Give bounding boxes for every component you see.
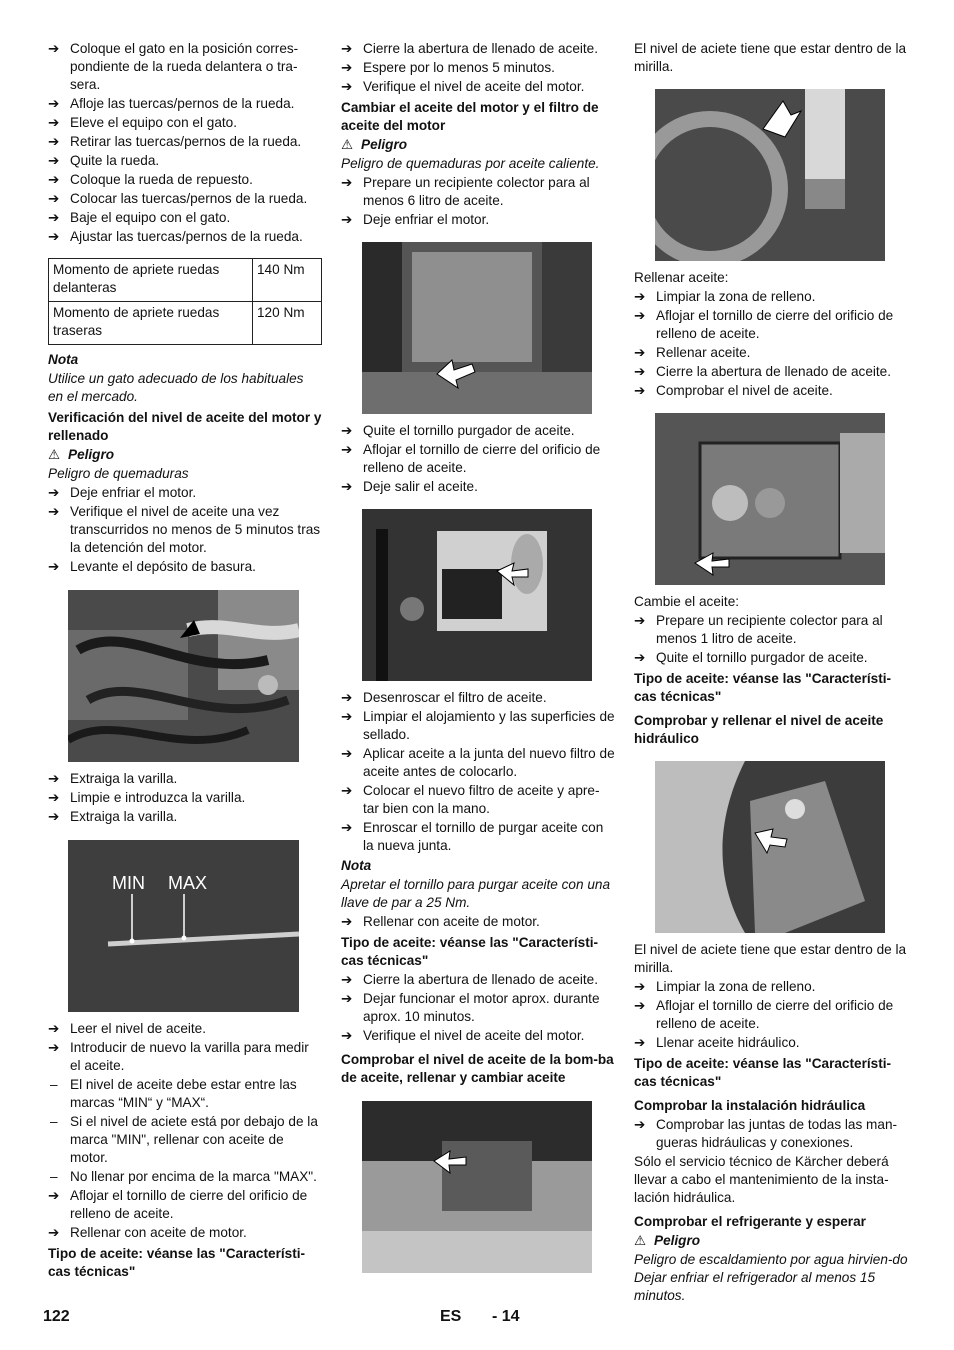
list-item: ➔ Extraiga la varilla. <box>48 771 178 786</box>
arrow-icon: ➔ <box>48 485 60 500</box>
dash-bullet: – <box>50 1077 58 1092</box>
arrow-icon: ➔ <box>48 790 60 805</box>
arrow-icon: ➔ <box>48 1021 60 1036</box>
arrow-icon: ➔ <box>341 41 353 56</box>
language-code: ES <box>440 1308 462 1325</box>
list-item: ➔ Coloque el gato en la posición corres-pondiente de la rueda delantera o tra-sera. <box>48 41 299 92</box>
arrow-icon: ➔ <box>48 559 60 574</box>
danger-text: Peligro de escaldamiento por agua hirvien-do Dejar enfriar el refrigerador al menos 15 minutos. <box>634 1252 908 1303</box>
list-item: ➔ Extraiga la varilla. <box>48 809 178 824</box>
oil-type-heading: Tipo de aceite: véanse las "Característi-cas técnicas" <box>48 1246 306 1279</box>
arrow-icon: ➔ <box>634 979 646 994</box>
note-label: Nota <box>48 352 79 367</box>
arrow-icon: ➔ <box>48 504 60 519</box>
pump-photo <box>362 1101 592 1273</box>
arrow-icon: ➔ <box>341 212 353 227</box>
list-item: ➔ Desenroscar el filtro de aceite. <box>341 690 547 705</box>
arrow-icon: ➔ <box>48 191 60 206</box>
arrow-icon: ➔ <box>48 1225 60 1240</box>
oil-type-heading: Tipo de aceite: véanse las "Característi-cas técnicas" <box>341 935 599 968</box>
arrow-icon: ➔ <box>341 972 353 987</box>
danger-label: ⚠ Peligro <box>634 1233 701 1248</box>
arrow-icon: ➔ <box>341 423 353 438</box>
oil-type-heading: Tipo de aceite: véanse las "Característi-cas técnicas" <box>634 1056 892 1089</box>
list-item: ➔ Comprobar el nivel de aceite. <box>634 383 833 398</box>
arrow-icon: ➔ <box>634 289 646 304</box>
list-item: ➔ Quite el tornillo purgador de aceite. <box>341 423 575 438</box>
steps-wheel-change <box>48 40 322 246</box>
warning-triangle-icon: ⚠ <box>341 137 354 152</box>
arrow-icon: ➔ <box>48 115 60 130</box>
note-text: Utilice un gato adecuado de los habituales en el mercado. <box>48 371 304 404</box>
hydraulic-tank-photo <box>655 761 885 933</box>
section-heading: Comprobar el refrigerante y esperar <box>634 1214 866 1229</box>
list-item: ➔ Verifique el nivel de aceite del motor. <box>341 79 585 94</box>
dipstick-photo <box>68 840 299 1012</box>
dash-bullet: – <box>50 1114 58 1129</box>
oil-filter-photo <box>362 509 592 681</box>
arrow-icon: ➔ <box>634 613 646 628</box>
arrow-icon: ➔ <box>341 820 353 835</box>
list-item: – Si el nivel de aciete está por debajo de la marca "MIN", rellenar con aceite de motor. <box>50 1114 318 1165</box>
list-item: ➔ Llenar aceite hidráulico. <box>634 1035 800 1050</box>
column-right <box>634 40 908 1306</box>
section-page-number: - 14 <box>492 1308 520 1325</box>
arrow-icon: ➔ <box>341 690 353 705</box>
arrow-icon: ➔ <box>341 479 353 494</box>
column-middle <box>341 40 615 1281</box>
engine-photo <box>68 590 299 762</box>
arrow-icon: ➔ <box>48 809 60 824</box>
list-item: ➔ Aflojar el tornillo de cierre del orificio de relleno de aceite. <box>634 998 894 1031</box>
paragraph: Rellenar aceite: <box>634 270 729 285</box>
paragraph: Cambie el aceite: <box>634 594 740 609</box>
list-item: ➔ Levante el depósito de basura. <box>48 559 256 574</box>
arrow-icon: ➔ <box>341 746 353 761</box>
arrow-icon: ➔ <box>48 771 60 786</box>
list-item: – No llenar por encima de la marca "MAX". <box>50 1169 317 1184</box>
note-text: Apretar el tornillo para purgar aceite con una llave de par a 25 Nm. <box>341 877 611 910</box>
torque-table <box>48 258 322 345</box>
list-item: ➔ Aplicar aceite a la junta del nuevo filtro de aceite antes de colocarlo. <box>341 746 615 779</box>
paragraph: Sólo el servicio técnico de Kärcher deberá llevar a cabo el mantenimiento de la insta-lación hidráulica. <box>634 1154 889 1205</box>
list-item: ➔ Rellenar con aceite de motor. <box>48 1225 247 1240</box>
danger-text: Peligro de quemaduras por aceite caliente. <box>341 156 600 171</box>
section-heading: Comprobar y rellenar el nivel de aceite hidráulico <box>634 713 884 746</box>
list-item: ➔ Rellenar con aceite de motor. <box>341 914 540 929</box>
danger-label: ⚠ Peligro <box>341 137 408 152</box>
page-number: 122 <box>43 1308 70 1325</box>
list-item: ➔ Quite la rueda. <box>48 153 160 168</box>
arrow-icon: ➔ <box>341 914 353 929</box>
oil-type-heading: Tipo de aceite: véanse las "Característi-cas técnicas" <box>634 671 892 704</box>
list-item: ➔ Prepare un recipiente colector para al menos 6 litro de aceite. <box>341 175 590 208</box>
list-item: ➔ Cierre la abertura de llenado de aceite. <box>341 41 599 56</box>
note-label: Nota <box>341 858 372 873</box>
list-item: ➔ Colocar el nuevo filtro de aceite y apre-tar bien con la mano. <box>341 783 600 816</box>
list-item: ➔ Quite el tornillo purgador de aceite. <box>634 650 868 665</box>
list-item: ➔ Ajustar las tuercas/pernos de la rueda. <box>48 229 303 244</box>
list-item: ➔ Deje enfriar el motor. <box>48 485 197 500</box>
warning-triangle-icon: ⚠ <box>48 447 61 462</box>
list-item: ➔ Aflojar el tornillo de cierre del orificio de relleno de aceite. <box>48 1188 308 1221</box>
list-item: ➔ Aflojar el tornillo de cierre del orificio de relleno de aceite. <box>341 442 601 475</box>
list-item: ➔ Dejar funcionar el motor aprox. durante aprox. 10 minutos. <box>341 991 600 1024</box>
section-heading: Comprobar el nivel de aceite de la bom-ba de aceite, rellenar y cambiar aceite <box>341 1052 614 1085</box>
list-item: ➔ Rellenar aceite. <box>634 345 751 360</box>
section-heading: Cambiar el aceite del motor y el filtro de aceite del motor <box>341 100 599 133</box>
arrow-icon: ➔ <box>341 991 353 1006</box>
arrow-icon: ➔ <box>341 1028 353 1043</box>
table-row <box>49 259 322 302</box>
table-cell: 120 Nm <box>253 302 322 345</box>
danger-text: Peligro de quemaduras <box>48 466 189 481</box>
arrow-icon: ➔ <box>48 41 60 56</box>
arrow-icon: ➔ <box>48 153 60 168</box>
list-item: ➔ Limpiar la zona de relleno. <box>634 289 816 304</box>
paragraph: El nivel de aciete tiene que estar dentro de la mirilla. <box>634 942 907 975</box>
arrow-icon: ➔ <box>341 60 353 75</box>
dash-bullet: – <box>50 1169 58 1184</box>
table-cell: Momento de apriete ruedas delanteras <box>49 259 253 302</box>
list-item: ➔ Cierre la abertura de llenado de aceite. <box>341 972 599 987</box>
section-heading: Verificación del nivel de aceite del motor y rellenado <box>48 410 322 443</box>
list-item: ➔ Espere por lo menos 5 minutos. <box>341 60 555 75</box>
arrow-icon: ➔ <box>48 134 60 149</box>
arrow-icon: ➔ <box>341 783 353 798</box>
dipstick-min-label: MIN <box>112 873 145 893</box>
arrow-icon: ➔ <box>341 442 353 457</box>
drain-plug-photo <box>362 242 592 414</box>
list-item: ➔ Limpiar el alojamiento y las superficies de sellado. <box>341 709 615 742</box>
list-item: ➔ Aflojar el tornillo de cierre del orificio de relleno de aceite. <box>634 308 894 341</box>
dipstick-max-label: MAX <box>168 873 208 893</box>
list-item: ➔ Eleve el equipo con el gato. <box>48 115 238 130</box>
pump-housing-photo <box>655 413 885 585</box>
arrow-icon: ➔ <box>634 650 646 665</box>
arrow-icon: ➔ <box>341 175 353 190</box>
list-item: ➔ Comprobar las juntas de todas las man-gueras hidráulicas y conexiones. <box>634 1117 898 1150</box>
arrow-icon: ➔ <box>48 1040 60 1055</box>
list-item: ➔ Limpiar la zona de relleno. <box>634 979 816 994</box>
sight-glass-photo <box>655 89 885 261</box>
list-item: ➔ Deje salir el aceite. <box>341 479 478 494</box>
arrow-icon: ➔ <box>48 210 60 225</box>
list-item: ➔ Retirar las tuercas/pernos de la rueda. <box>48 134 302 149</box>
table-cell: Momento de apriete ruedas traseras <box>49 302 253 345</box>
arrow-icon: ➔ <box>634 364 646 379</box>
arrow-icon: ➔ <box>634 345 646 360</box>
section-heading: Comprobar la instalación hidráulica <box>634 1098 866 1113</box>
list-item: ➔ Verifique el nivel de aceite una vez transcurridos no menos de 5 minutos tras la detención del motor. <box>48 504 321 555</box>
list-item: – El nivel de aceite debe estar entre las marcas “MIN“ y “MAX“. <box>50 1077 297 1110</box>
list-item: ➔ Afloje las tuercas/pernos de la rueda. <box>48 96 295 111</box>
arrow-icon: ➔ <box>634 1117 646 1132</box>
list-item: ➔ Coloque la rueda de repuesto. <box>48 172 253 187</box>
list-item: ➔ Baje el equipo con el gato. <box>48 210 231 225</box>
arrow-icon: ➔ <box>634 308 646 323</box>
arrow-icon: ➔ <box>48 229 60 244</box>
arrow-icon: ➔ <box>341 709 353 724</box>
table-row <box>49 302 322 345</box>
arrow-icon: ➔ <box>634 1035 646 1050</box>
list-item: ➔ Introducir de nuevo la varilla para medir el aceite. <box>48 1040 309 1073</box>
arrow-icon: ➔ <box>48 96 60 111</box>
list-item: ➔ Enroscar el tornillo de purgar aceite con la nueva junta. <box>341 820 604 853</box>
arrow-icon: ➔ <box>48 1188 60 1203</box>
list-item: ➔ Deje enfriar el motor. <box>341 212 490 227</box>
table-cell: 140 Nm <box>253 259 322 302</box>
list-item: ➔ Limpie e introduzca la varilla. <box>48 790 246 805</box>
danger-label: ⚠ Peligro <box>48 447 115 462</box>
list-item: ➔ Prepare un recipiente colector para al menos 1 litro de aceite. <box>634 613 883 646</box>
list-item: ➔ Cierre la abertura de llenado de aceite. <box>634 364 892 379</box>
arrow-icon: ➔ <box>341 79 353 94</box>
arrow-icon: ➔ <box>48 172 60 187</box>
warning-triangle-icon: ⚠ <box>634 1233 647 1248</box>
arrow-icon: ➔ <box>634 383 646 398</box>
list-item: ➔ Verifique el nivel de aceite del motor. <box>341 1028 585 1043</box>
column-left <box>48 40 322 1282</box>
paragraph: El nivel de aciete tiene que estar dentro de la mirilla. <box>634 41 907 74</box>
list-item: ➔ Leer el nivel de aceite. <box>48 1021 207 1036</box>
arrow-icon: ➔ <box>634 998 646 1013</box>
list-item: ➔ Colocar las tuercas/pernos de la rueda. <box>48 191 308 206</box>
